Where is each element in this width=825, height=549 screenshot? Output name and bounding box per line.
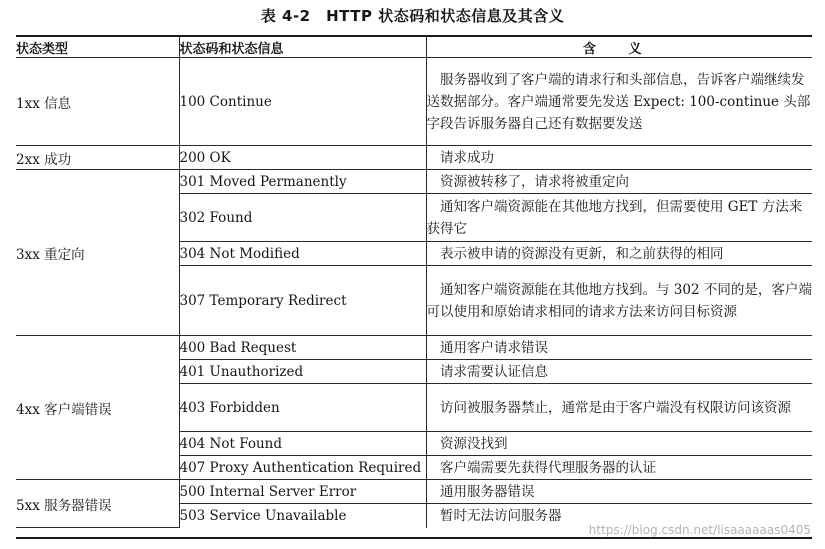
group-5xx: 5xx 服务器错误: [16, 480, 179, 528]
watermark: https://blog.csdn.net/lisaaaaaas0405: [588, 523, 811, 537]
status-code: 307 Temporary Redirect: [179, 266, 426, 336]
header-row: [16, 37, 812, 58]
status-code: 304 Not Modified: [179, 242, 426, 266]
status-meaning: 请求成功: [426, 146, 812, 170]
status-code: 200 OK: [179, 146, 426, 170]
status-meaning: 服务器收到了客户端的请求行和头部信息，告诉客户端继续发送数据部分。客户端通常要先发送 Expect: 100-continue 头部字段告诉服务器自己还有数据要发送: [426, 58, 812, 146]
status-meaning: 请求需要认证信息: [426, 360, 812, 384]
status-code: 100 Continue: [179, 58, 426, 146]
status-code: 403 Forbidden: [179, 384, 426, 432]
status-meaning: 资源没找到: [426, 432, 812, 456]
status-meaning: 资源被转移了，请求将被重定向: [426, 170, 812, 194]
group-3xx: 3xx 重定向: [16, 170, 179, 336]
status-code: 503 Service Unavailable: [179, 504, 426, 528]
table-caption: 表 4-2 HTTP 状态码和状态信息及其含义: [260, 7, 565, 25]
status-meaning: 通知客户端资源能在其他地方找到。与 302 不同的是，客户端可以使用和原始请求相同的请求方法来访问目标资源: [426, 266, 812, 336]
group-1xx: 1xx 信息: [16, 58, 179, 146]
table-row: [16, 336, 812, 360]
table-row: [16, 170, 812, 194]
status-meaning: 访问被服务器禁止，通常是由于客户端没有权限访问该资源: [426, 384, 812, 432]
status-code: 500 Internal Server Error: [179, 480, 426, 504]
group-4xx: 4xx 客户端错误: [16, 336, 179, 480]
status-code-table: [16, 37, 812, 528]
table-row: [16, 146, 812, 170]
status-meaning: 表示被申请的资源没有更新，和之前获得的相同: [426, 242, 812, 266]
status-meaning: 通用客户请求错误: [426, 336, 812, 360]
header-meaning: 含 义: [426, 37, 812, 58]
status-code: 302 Found: [179, 194, 426, 242]
status-code: 400 Bad Request: [179, 336, 426, 360]
status-code: 401 Unauthorized: [179, 360, 426, 384]
header-status-code: 状态码和状态信息: [179, 37, 426, 58]
status-meaning: 通用服务器错误: [426, 480, 812, 504]
status-meaning: 客户端需要先获得代理服务器的认证: [426, 456, 812, 480]
header-status-type: 状态类型: [16, 37, 179, 58]
bottom-rule: [16, 537, 812, 539]
status-meaning: 通知客户端资源能在其他地方找到，但需要使用 GET 方法来获得它: [426, 194, 812, 242]
status-code: 301 Moved Permanently: [179, 170, 426, 194]
group-2xx: 2xx 成功: [16, 146, 179, 170]
table-row: [16, 480, 812, 504]
status-meaning: 暂时无法访问服务器: [426, 504, 812, 528]
status-code: 404 Not Found: [179, 432, 426, 456]
table-row: [16, 58, 812, 146]
status-code: 407 Proxy Authentication Required: [179, 456, 426, 480]
